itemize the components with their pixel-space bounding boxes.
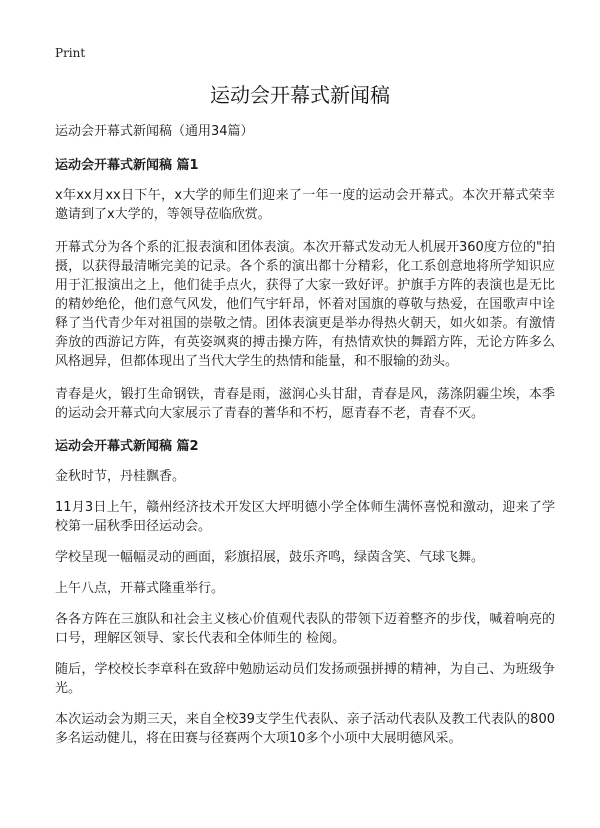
section-1-paragraph-3: 青春是火，锻打生命钢铁，青春是雨，滋润心头甘甜，青春是风，荡涤阴霾尘埃，本季的运动会开幕式向大家展示了青春的蓍华和不朽，愿青春不老，青春不灭。: [55, 387, 555, 421]
section-2-paragraph-1: 金秋时节，丹桂飘香。: [55, 469, 186, 484]
section-2-paragraph-3: 学校呈现一幅幅灵动的画面，彩旗招展，鼓乐齐鸣，绿茵含笑、气球飞舞。: [55, 550, 485, 565]
article-body: [55, 122, 555, 760]
section-2-paragraph-5: 各各方阵在三旗队和社会主义核心价值观代表队的带领下迈着整齐的步伐，喊着响亮的口号，理解区领导、家长代表和全体师生的 检阅。: [55, 612, 555, 646]
section-2-paragraph-2: 11月3日上午，赣州经济技术开发区大坪明德小学全体师生满怀喜悦和激动，迎来了学校第一届秋季田径运动会。: [55, 500, 555, 534]
section-heading-2: 运动会开幕式新闻稿 篇2: [55, 439, 199, 454]
page-title: 运动会开幕式新闻稿: [210, 83, 390, 107]
section-2-paragraph-7: 本次运动会为期三天，来自全校39支学生代表队、亲子活动代表队及教工代表队的800多名运动健儿，将在田赛与径赛两个大项10多个小项中大展明德风采。: [55, 712, 555, 746]
document-subtitle: 运动会开幕式新闻稿（通用34篇）: [55, 124, 254, 139]
section-1-paragraph-1: x年xx月xx日下午，x大学的师生们迎来了一年一度的运动会开幕式。本次开幕式荣幸邀请到了x大学的，等领导莅临欣赏。: [55, 188, 555, 222]
section-heading-1: 运动会开幕式新闻稿 篇1: [55, 158, 199, 173]
print-link[interactable]: Print: [55, 46, 86, 60]
section-2-paragraph-4: 上午八点，开幕式隆重举行。: [55, 581, 225, 596]
section-1-paragraph-2: 开幕式分为各个系的汇报表演和团体表演。本次开幕式发动无人机展开360度方位的"拍摄，以获得最清晰完美的记录。各个系的演出都十分精彩，化工系创意地将所学知识应用于汇报演出之上，他们徒手点火，获得了大家一致好评。护旗手方阵的表演也是无比的精妙绝伦，他们意气风发，他们气宇轩昂，怀着对国旗的尊敬与热爱，在国歌声中诠释了当代青少年对祖国的崇敬之情。团体表演更是举办得热火朝天，如火如荼。有激情奔放的西游记方阵，有英姿飒爽的搏击操方阵，有热情欢快的舞蹈方阵，无论方阵多么风格迥异，但都体现出了当代大学生的热情和能量，和不服输的劲头。: [55, 240, 555, 369]
section-2-paragraph-6: 随后，学校校长李章科在致辞中勉励运动员们发扬顽强拼搏的精神，为自己、为班级争光。: [55, 662, 555, 696]
